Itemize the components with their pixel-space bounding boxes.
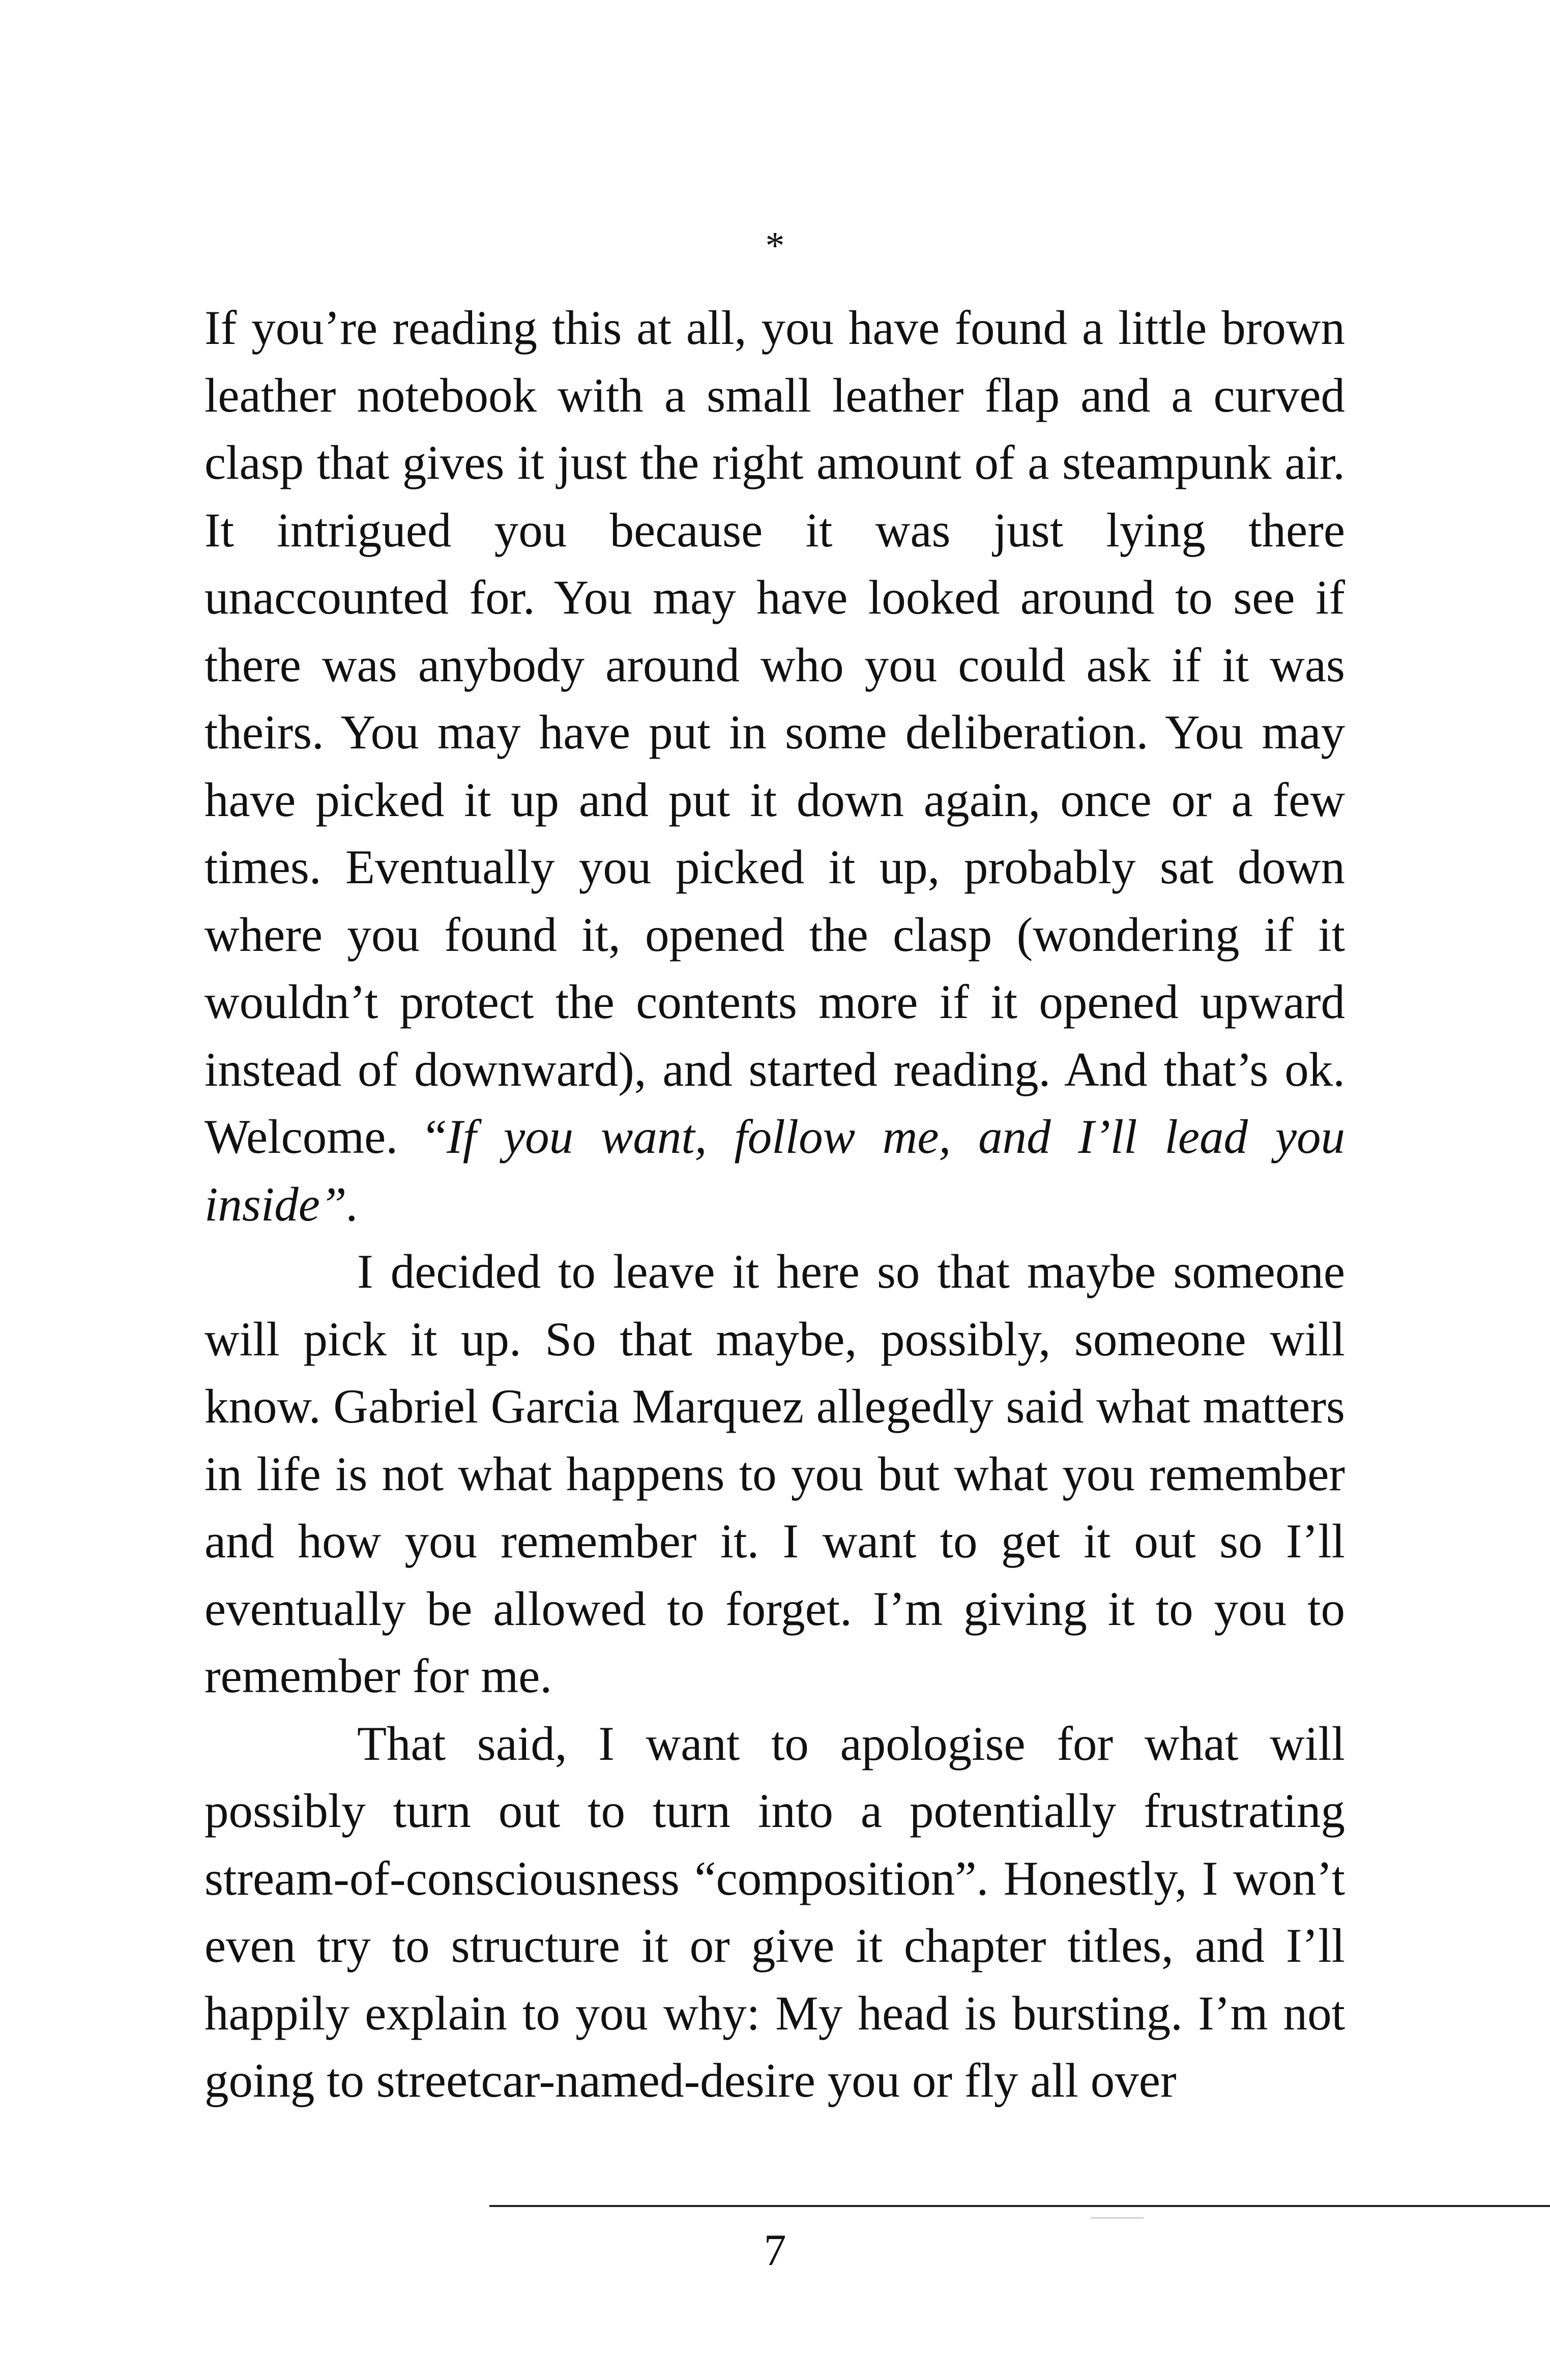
section-break-asterisk: * (765, 224, 785, 267)
body-text (204, 294, 1345, 2114)
paragraph-3: That said, I want to apologise for what will possibly turn out to turn into a potentially frustrating stream-of-consciousness “composition”. Honestly, I won’t even try to structure it or give it chapter titles, and I’ll happily explain to you why: My head is bursting. I’m not going to streetcar-named-desire you or fly all over (204, 1716, 1345, 2107)
paragraph-2: I decided to leave it here so that maybe someone will pick it up. So that maybe, possibly, someone will know. Gabriel Garcia Marquez allegedly said what matters in life is not what happens to you but what you remember and how you remember it. I want to get it out so I’ll eventually be allowed to forget. I’m giving it to you to remember for me. (204, 1244, 1345, 1703)
footer-rule (489, 2205, 1550, 2207)
page-number: 7 (764, 2226, 786, 2275)
paragraph-1-text: If you’re reading this at all, you have found a little brown leather notebook with a small leather flap and a curved clasp that gives it just the right amount of a steampunk air. It intrigued you because it was just lying there unaccounted for. You may have looked around to see if there was anybody around who you could ask if it was theirs. You may have put in some deliberation. You may have picked it up and put it down again, once or a few times. Eventually you picked it up, probably sat down where you found it, opened the clasp (wondering if it wouldn’t protect the contents more if it opened upward instead of downward), and started reading. And that’s ok. Welcome. “ (204, 301, 1345, 1164)
paragraph-1 (204, 294, 1345, 1238)
paragraph-1-italic-quote: If you want, follow me, and I’ll lead you inside”. (204, 1110, 1346, 1231)
footer-rule-faint (1091, 2217, 1144, 2219)
